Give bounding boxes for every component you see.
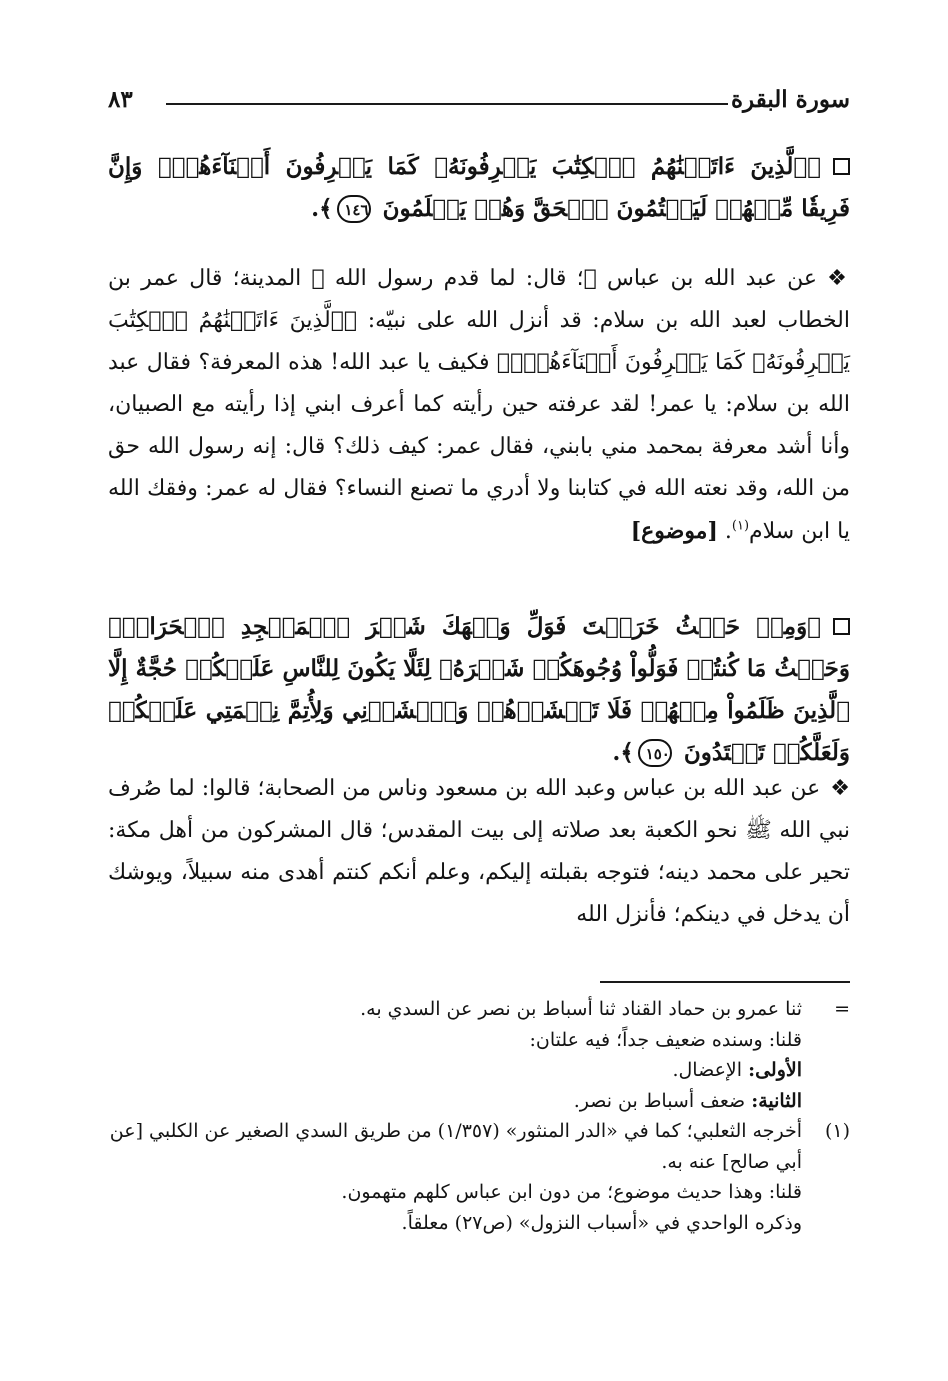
- footnotes: [108, 994, 850, 1238]
- quran-verse-146: [108, 146, 850, 230]
- verse-close: ﴾.: [311, 195, 333, 222]
- continuation-marker: =: [834, 998, 850, 1020]
- footnote-label: الثانية:: [751, 1089, 802, 1112]
- footnote-line: قلنا: وسنده ضعيف جداً؛ فيه علتان:: [529, 1028, 802, 1051]
- footnote-line: قلنا: وهذا حديث موضوع؛ من دون ابن عباس كلهم متهمون.: [341, 1181, 802, 1203]
- footnote-line: وذكره الواحدي في «أسباب النزول» (ص٢٧) معلقاً.: [401, 1211, 802, 1234]
- checkbox-icon: [833, 618, 850, 635]
- footnote-line: ثنا عمرو بن حماد القناد ثنا أسباط بن نصر عن السدي به.: [360, 998, 802, 1020]
- hadith-paragraph-2: [108, 768, 850, 936]
- hadith-text: عن عبد الله بن عباس ﵄؛ قال: لما قدم رسول الله ﷺ المدينة؛ قال عمر بن الخطاب لعبد الله بن سلام: قد أنزل الله على نبيّه: ﴿ٱلَّذِينَ ءَاتَيۡنَٰهُمُ ٱلۡكِتَٰبَ يَعۡرِفُونَهُۥ كَمَا يَعۡرِفُونَ أَبۡنَآءَهُمۡۖ﴾ فكيف يا عبد الله! هذه المعرفة؟ فقال عبد الله بن سلام: يا عمر! لقد عرفته حين رأيته كما أعرف ابني إذا رأيته مع الصبيان، وأنا أشد معرفة بمحمد مني بابني، فقال عمر: كيف ذلك؟ قال: إنه رسول الله حق من الله، وقد نعته الله في كتابنا ولا أدري ما تصنع النساء؟ فقال له عمر: وفقك الله يا ابن سلام: [108, 266, 850, 544]
- surah-title: سورة البقرة: [730, 86, 850, 113]
- diamond-bullet-icon: ❖: [827, 266, 850, 291]
- footnote-reference[interactable]: (١): [731, 518, 750, 534]
- footnote-line: [108, 1086, 850, 1117]
- hadith-end: .: [724, 519, 732, 544]
- ayah-number-badge: ١٤٦: [337, 195, 371, 223]
- footnote-line: [108, 1055, 850, 1086]
- ayah-number-badge: ١٥٠: [638, 739, 672, 767]
- grade-tag: [موضوع]: [630, 518, 718, 544]
- quran-verse-150: [108, 606, 850, 774]
- checkbox-icon: [833, 158, 850, 175]
- verse-close: ﴾.: [612, 739, 634, 766]
- footnote-text: ضعف أسباط بن نصر.: [573, 1089, 752, 1112]
- verse-text: ﴿ٱلَّذِينَ ءَاتَيۡنَٰهُمُ ٱلۡكِتَٰبَ يَعۡرِفُونَهُۥ كَمَا يَعۡرِفُونَ أَبۡنَآءَهُمۡۖ وَإِنَّ فَرِيقٗا مِّنۡهُمۡ لَيَكۡتُمُونَ ٱلۡحَقَّ وَهُمۡ يَعۡلَمُونَ: [108, 153, 850, 222]
- verse-text: ﴿وَمِنۡ حَيۡثُ خَرَجۡتَ فَوَلِّ وَجۡهَكَ شَطۡرَ ٱلۡمَسۡجِدِ ٱلۡحَرَامِۚ وَحَيۡثُ مَا كُنتُمۡ فَوَلُّواْ وُجُوهَكُمۡ شَطۡرَهُۥ لِئَلَّا يَكُونَ لِلنَّاسِ عَلَيۡكُمۡ حُجَّةٌ إِلَّا ٱلَّذِينَ ظَلَمُواْ مِنۡهُمۡ فَلَا تَخۡشَوۡهُمۡ وَٱخۡشَوۡنِي وَلِأُتِمَّ نِعۡمَتِي عَلَيۡكُمۡ وَلَعَلَّكُمۡ تَهۡتَدُونَ: [108, 613, 850, 766]
- footnote-text: أخرجه الثعلبي؛ كما في «الدر المنثور» (١/٣٥٧) من طريق السدي الصغير عن الكلبي [عن أبي صالح] عنه به.: [109, 1120, 802, 1173]
- page-number: ٨٣: [108, 86, 133, 113]
- hadith-text: عن عبد الله بن عباس وعبد الله بن مسعود وناس من الصحابة؛ قالوا: لما صُرف نبي الله ﷺ نحو الكعبة بعد صلاته إلى بيت المقدس؛ قال المشركون من أهل مكة: تحير على محمد دينه؛ فتوجه بقبلته إليكم، وعلم أنكم كنتم أهدى منه سبيلاً، ويوشك أن يدخل في دينكم؛ فأنزل الله: [108, 776, 850, 927]
- hadith-paragraph-1: [108, 258, 850, 553]
- diamond-bullet-icon: ❖: [830, 776, 850, 801]
- footnote-number: (١): [824, 1120, 850, 1142]
- running-header: [108, 84, 850, 124]
- header-rule: [166, 103, 728, 105]
- footnote-text: الإعضال.: [672, 1059, 749, 1081]
- footnote-label: الأولى:: [748, 1059, 802, 1081]
- footnote-continuation: [108, 994, 850, 1025]
- footnote-1: [108, 1116, 850, 1177]
- footnote-separator: [600, 981, 850, 983]
